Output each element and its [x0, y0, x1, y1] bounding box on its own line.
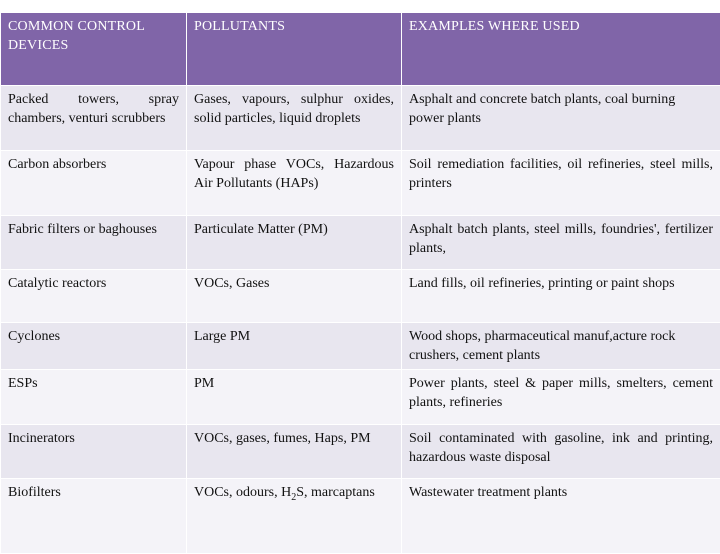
examples-cell: Asphalt and concrete batch plants, coal burning power plants [402, 86, 720, 151]
subscript-text: 2 [291, 492, 296, 503]
device-cell: ESPs [1, 370, 187, 425]
device-cell: Catalytic reactors [1, 270, 187, 323]
pollution-control-table [0, 12, 720, 554]
header-examples: EXAMPLES WHERE USED [402, 13, 720, 86]
device-cell: Biofilters [1, 479, 187, 554]
table-row [1, 216, 720, 270]
examples-cell: Wood shops, pharmaceutical manuf,acture rock crushers, cement plants [402, 323, 720, 370]
table-row [1, 479, 720, 554]
header-pollutants: POLLUTANTS [187, 13, 402, 86]
table-row [1, 86, 720, 151]
table-row [1, 151, 720, 216]
pollutants-cell: Gases, vapours, sulphur oxides, solid particles, liquid droplets [187, 86, 402, 151]
table-row [1, 370, 720, 425]
table-row [1, 425, 720, 479]
header-devices: COMMON CONTROL DEVICES [1, 13, 187, 86]
device-cell: Incinerators [1, 425, 187, 479]
pollutants-cell: VOCs, Gases [187, 270, 402, 323]
examples-cell: Power plants, steel & paper mills, smelters, cement plants, refineries [402, 370, 720, 425]
pollutants-cell: Particulate Matter (PM) [187, 216, 402, 270]
device-cell: Cyclones [1, 323, 187, 370]
pollutants-cell: Large PM [187, 323, 402, 370]
table-row [1, 270, 720, 323]
device-cell: Fabric filters or baghouses [1, 216, 187, 270]
device-cell: Packed towers, spray chambers, venturi scrubbers [1, 86, 187, 151]
pollutants-text-end: S, marcaptans [296, 485, 375, 500]
pollutants-cell: VOCs, gases, fumes, Haps, PM [187, 425, 402, 479]
examples-cell: Land fills, oil refineries, printing or paint shops [402, 270, 720, 323]
examples-cell: Wastewater treatment plants [402, 479, 720, 554]
examples-cell: Soil contaminated with gasoline, ink and printing, hazardous waste disposal [402, 425, 720, 479]
pollutants-cell: PM [187, 370, 402, 425]
header-row [1, 13, 720, 86]
pollutants-cell: Vapour phase VOCs, Hazardous Air Pollutants (HAPs) [187, 151, 402, 216]
examples-cell: Asphalt batch plants, steel mills, foundries', fertilizer plants, [402, 216, 720, 270]
device-cell: Carbon absorbers [1, 151, 187, 216]
pollutants-text: VOCs, odours, H [194, 485, 291, 500]
pollutants-cell [187, 479, 402, 554]
examples-cell: Soil remediation facilities, oil refineries, steel mills, printers [402, 151, 720, 216]
table-row [1, 323, 720, 370]
